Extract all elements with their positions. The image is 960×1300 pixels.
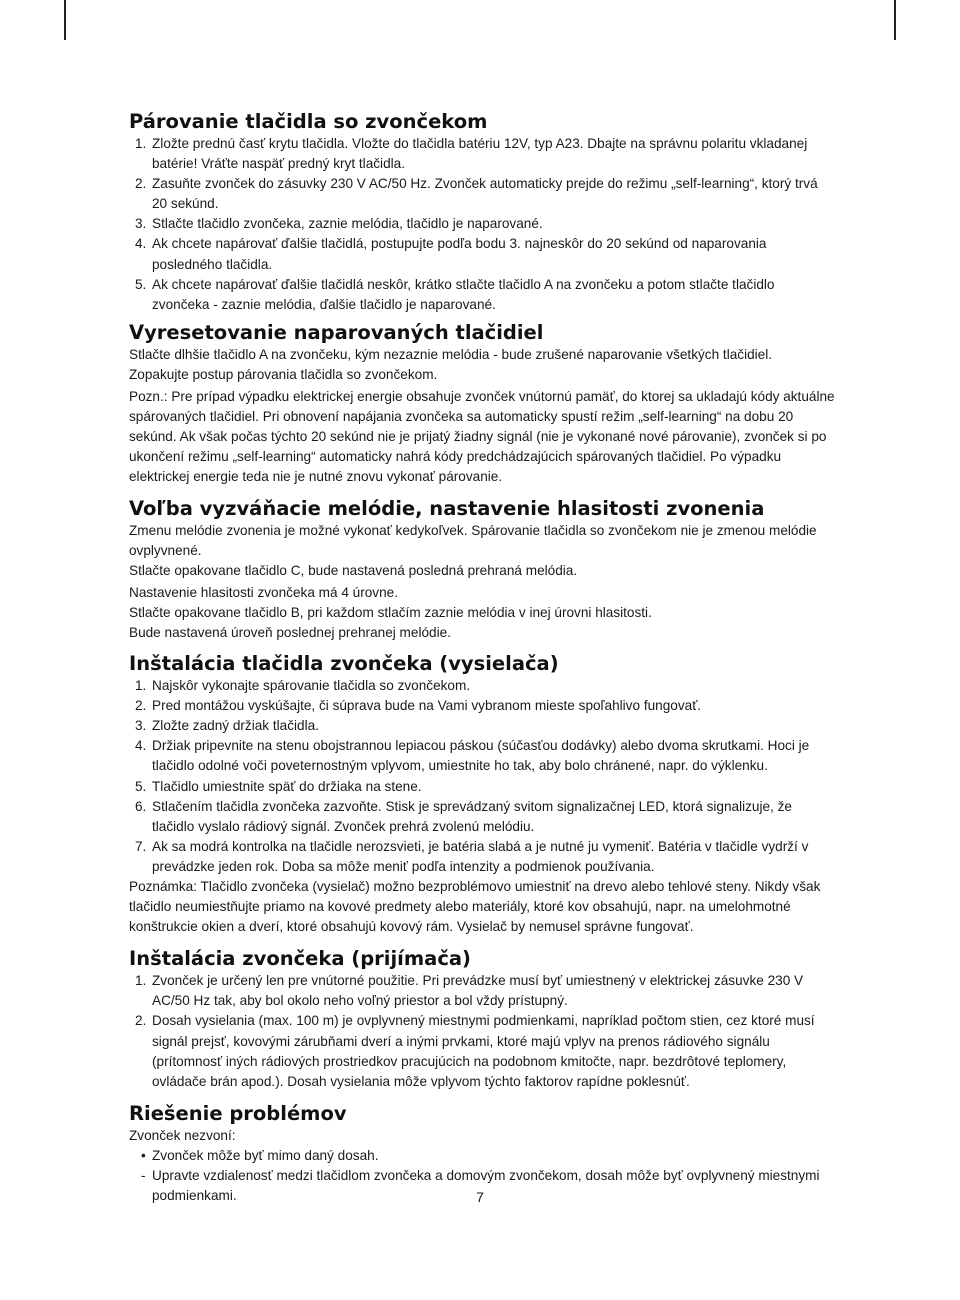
- section-title-pairing: Párovanie tlačidla so zvončekom: [129, 110, 488, 133]
- list-text: Ak chcete napárovať ďalšie tlačidlá neskôr, krátko stlačte tlačidlo A na zvončeku a potom stlačte tlačidlo zvončeka - zaznie melódia, ďalšie tlačidlo je naparované.: [152, 276, 775, 312]
- crop-mark-left: [64, 0, 66, 40]
- dash-icon: -: [141, 1168, 146, 1184]
- list-text: Stlačením tlačidla zvončeka zazvoňte. Stisk je sprevádzaný svitom signalizačnej LED, ktorá signalizuje, že tlačidlo vyslalo rádiový signál. Zvonček prehrá zvolenú melódiu.: [152, 798, 792, 834]
- list-number: 3.: [135, 718, 147, 734]
- list-text: Zasuňte zvonček do zásuvky 230 V AC/50 Hz. Zvonček automaticky prejde do režimu „self-learning“, ktorý trvá 20 sekúnd.: [152, 176, 818, 212]
- list-number: 1.: [135, 973, 147, 989]
- list-number: 2.: [135, 1013, 147, 1029]
- transmitter-steps: [129, 676, 835, 877]
- paragraph: Bude nastavená úroveň poslednej prehranej melódie.: [129, 624, 451, 640]
- list-item: [129, 676, 835, 696]
- troubleshooting-intro: Zvonček nezvoní:: [129, 1127, 236, 1143]
- bullet-icon: •: [141, 1147, 146, 1163]
- paragraph: Stlačte opakovane tlačidlo B, pri každom stlačím zaznie melódia v inej úrovni hlasitosti.: [129, 604, 652, 620]
- list-item: [129, 134, 835, 174]
- list-item: [129, 736, 835, 776]
- list-text: Zložte zadný držiak tlačidla.: [152, 718, 319, 734]
- list-number: 4.: [135, 236, 147, 252]
- paragraph: Zopakujte postup párovania tlačidla so zvončekom.: [129, 366, 438, 382]
- list-text: Najskôr vykonajte spárovanie tlačidla so zvončekom.: [152, 678, 471, 694]
- list-number: 1.: [135, 136, 147, 151]
- paragraph: Stlačte opakovane tlačidlo C, bude nastavená posledná prehraná melódia.: [129, 562, 578, 578]
- list-item: [129, 1146, 835, 1166]
- list-number: 5.: [135, 276, 147, 292]
- list-number: 2.: [135, 698, 147, 714]
- list-text: Dosah vysielania (max. 100 m) je ovplyvnený miestnymi podmienkami, napríklad počtom stien, cez ktoré musí signál prejsť, kovovými zárubňami dverí a inými prvkami, ktoré majú vplyv na prenos rádiového signálu (prítomnosť iných rádiových prostriedkov pracujúcich na podobnom kmitočte, napr. bezdrôtové teplomery, ovládače brán apod.). Dosah vysielania môže vplyvom týchto faktorov rapídne poklesnúť.: [152, 1013, 815, 1089]
- list-item: [129, 214, 835, 234]
- list-text: Ak sa modrá kontrolka na tlačidle nerozsvieti, je batéria slabá a je nutné ju vymeniť. Batéria v tlačidle vydrží v prevádzke jeden rok. Doba sa môže meniť podľa intenzity a podmienok používania.: [152, 838, 809, 874]
- list-item: [129, 174, 835, 214]
- list-text: Zvonček môže byť mimo daný dosah.: [152, 1147, 379, 1163]
- list-text: Zvonček je určený len pre vnútorné použitie. Pri prevádzke musí byť umiestnený v elektrickej zásuvke 230 V AC/50 Hz tak, aby bol okolo neho voľný priestor a bol vždy prístupný.: [152, 973, 804, 1009]
- list-item: [129, 837, 835, 877]
- list-text: Zložte prednú časť krytu tlačidla. Vložte do tlačidla batériu 12V, typ A23. Dbajte na správnu polaritu vkladanej batérie! Vráťte naspäť predný kryt tlačidla.: [152, 136, 808, 172]
- page-content: [129, 110, 835, 1206]
- section-title-transmitter: Inštalácia tlačidla zvončeka (vysielača): [129, 652, 559, 676]
- section-title-melody: Voľba vyzváňacie melódie, nastavenie hlasitosti zvonenia: [129, 496, 765, 520]
- list-number: 4.: [135, 738, 147, 754]
- list-text: Pred montážou vyskúšajte, či súprava bude na Vami vybranom mieste spoľahlivo fungovať.: [152, 698, 702, 714]
- list-number: 2.: [135, 176, 147, 192]
- list-number: 7.: [135, 838, 147, 854]
- list-item: [129, 696, 835, 716]
- list-number: 1.: [135, 678, 147, 694]
- crop-mark-right: [894, 0, 896, 40]
- list-text: Ak chcete napárovať ďalšie tlačidlá, postupujte podľa bodu 3. najneskôr do 20 sekúnd od naparovania posledného tlačidla.: [152, 236, 767, 272]
- pairing-steps: [129, 134, 835, 315]
- list-item: [129, 716, 835, 736]
- list-item: [129, 971, 835, 1011]
- receiver-steps: [129, 971, 835, 1092]
- list-text: Upravte vzdialenosť medzi tlačidlom zvončeka a domovým zvončekom, dosah môže byť ovplyvnený miestnymi podmienkami.: [152, 1168, 820, 1204]
- list-number: 3.: [135, 216, 147, 232]
- list-item: [129, 797, 835, 837]
- list-item: [129, 777, 835, 797]
- paragraph: Stlačte dlhšie tlačidlo A na zvončeku, kým nezaznie melódia - bude zrušené naparovanie všetkých tlačidiel.: [129, 346, 773, 362]
- transmitter-note: Poznámka: Tlačidlo zvončeka (vysielač) možno bezproblémovo umiestniť na drevo alebo tehlové steny. Nikdy však tlačidlo neumiestňujte priamo na kovové predmety alebo materiály, ktoré kov obsahujú, napr. na umelohmotné konštrukcie okien a dverí, ktoré obsahujú kovový rám. Vysielač by nemusel správne fungovať.: [129, 879, 821, 935]
- list-text: Držiak pripevnite na stenu obojstrannou lepiacou páskou (súčasťou dodávky) alebo dvoma skrutkami. Hoci je tlačidlo odolné voči poveternostným vplyvom, umiestnite ho tak, aby bolo chránené, napr. do výklenku.: [152, 738, 810, 774]
- list-number: 5.: [135, 778, 147, 794]
- list-item: [129, 1011, 835, 1091]
- list-text: Stlačte tlačidlo zvončeka, zaznie melódia, tlačidlo je naparované.: [152, 216, 543, 232]
- list-text: Tlačidlo umiestnite späť do držiaka na stene.: [152, 778, 422, 794]
- list-number: 6.: [135, 798, 147, 814]
- list-item: [129, 234, 835, 274]
- paragraph: Nastavenie hlasitosti zvončeka má 4 úrovne.: [129, 584, 398, 600]
- page-number: 7: [476, 1189, 484, 1205]
- paragraph: Zmenu melódie zvonenia je možné vykonať kedykoľvek. Spárovanie tlačidla so zvončekom nie je zmenou melódie ovplyvnené.: [129, 522, 817, 558]
- section-title-receiver: Inštalácia zvončeka (prijímača): [129, 947, 471, 971]
- section-title-troubleshooting: Riešenie problémov: [129, 1101, 347, 1125]
- section-title-reset: Vyresetovanie naparovaných tlačidiel: [129, 320, 544, 344]
- list-item: [129, 275, 835, 315]
- memory-note: Pozn.: Pre prípad výpadku elektrickej energie obsahuje zvonček vnútornú pamäť, do ktorej sa ukladajú kódy aktuálne spárovaných tlačidiel. Pri obnovení napájania zvončeka sa automaticky spustí režim „self-learning“ na dobu 20 sekúnd. Ak však počas týchto 20 sekúnd nie je prijatý žiadny signál (nie je vykonané nové párovanie), zvonček si po ukončení režimu „self-learning“ automaticky nahrá kódy predchádzajúcich spárovaných tlačidiel. Po výpadku elektrickej energie teda nie je nutné znovu vykonať párovanie.: [129, 389, 835, 485]
